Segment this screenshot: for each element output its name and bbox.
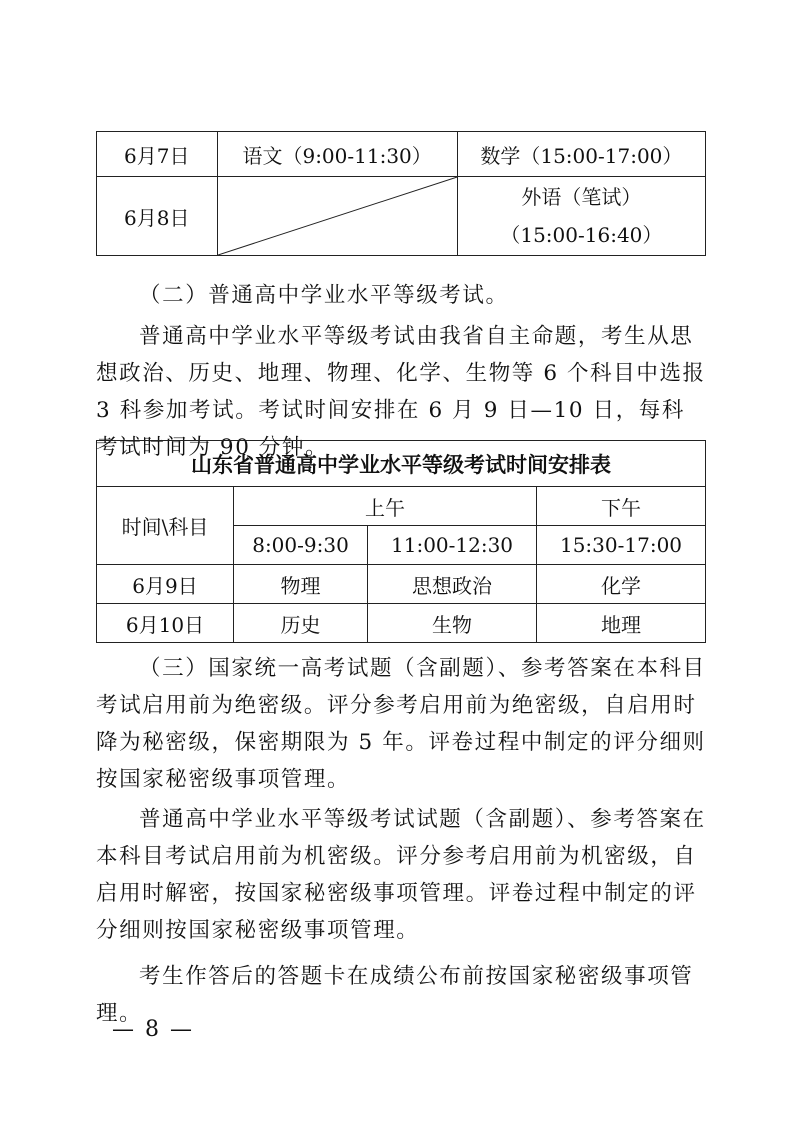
table-row: [97, 177, 706, 256]
table-row: [97, 604, 706, 643]
exam-schedule-table-2: [96, 440, 706, 643]
diagonal-line: [218, 177, 457, 255]
table-cell-subject: 生物: [368, 604, 537, 643]
paragraph-text: （三）国家统一高考试题（含副题）、参考答案在本科目考试启用前为绝密级。评分参考启用前为绝密级，自启用时降为秘密级，保密期限为 5 年。评卷过程中制定的评分细则按国家秘密级事项管理。: [96, 656, 706, 792]
time-slot: 11:00-12:30: [368, 526, 537, 565]
time-slot: 8:00-9:30: [234, 526, 368, 565]
foreign-language-label: 外语（笔试）: [521, 185, 642, 209]
table-corner-header: 时间\科目: [97, 487, 234, 565]
foreign-language-time: （15:00-16:40）: [500, 223, 663, 247]
table-cell-subject: 历史: [234, 604, 368, 643]
table-cell-subject: 地理: [537, 604, 706, 643]
section-heading: [96, 277, 706, 314]
table-cell-date: 6月9日: [97, 565, 234, 604]
table-row: [97, 132, 706, 177]
table-cell-empty-diagonal: [217, 177, 457, 256]
table-cell-subject: 物理: [234, 565, 368, 604]
table-cell-date: 6月8日: [97, 177, 218, 256]
paragraph: [96, 650, 706, 798]
table-cell-date: 6月7日: [97, 132, 218, 177]
morning-header: 上午: [234, 487, 537, 526]
table-cell-afternoon: 数学（15:00-17:00）: [457, 132, 705, 177]
table-cell-subject: 思想政治: [368, 565, 537, 604]
table-title: 山东省普通高中学业水平等级考试时间安排表: [97, 441, 706, 487]
table-cell-morning: 语文（9:00-11:30）: [217, 132, 457, 177]
table-cell-afternoon: [457, 177, 705, 256]
exam-schedule-table-1: [96, 131, 706, 256]
table-cell-subject: 化学: [537, 565, 706, 604]
paragraph-text: 普通高中学业水平等级考试由我省自主命题，考生从思想政治、历史、地理、物理、化学、生物等 6 个科目中选报 3 科参加考试。考试时间安排在 6 月 9 日—10 日，每科考试时间为 90 分钟。: [96, 324, 706, 460]
table-cell-date: 6月10日: [97, 604, 234, 643]
paragraph-text: 考生作答后的答题卡在成绩公布前按国家秘密级事项管理。: [96, 964, 694, 1026]
paragraph-text: 普通高中学业水平等级考试试题（含副题）、参考答案在本科目考试启用前为机密级。评分参考启用前为机密级，自启用时解密，按国家秘密级事项管理。评卷过程中制定的评分细则按国家秘密级事项管理。: [96, 807, 706, 943]
time-slot: 15:30-17:00: [537, 526, 706, 565]
page-number: — 8 —: [112, 1017, 194, 1042]
afternoon-header: 下午: [537, 487, 706, 526]
table-row: [97, 565, 706, 604]
section-heading-text: （二）普通高中学业水平等级考试。: [139, 283, 509, 308]
paragraph: [96, 801, 706, 949]
